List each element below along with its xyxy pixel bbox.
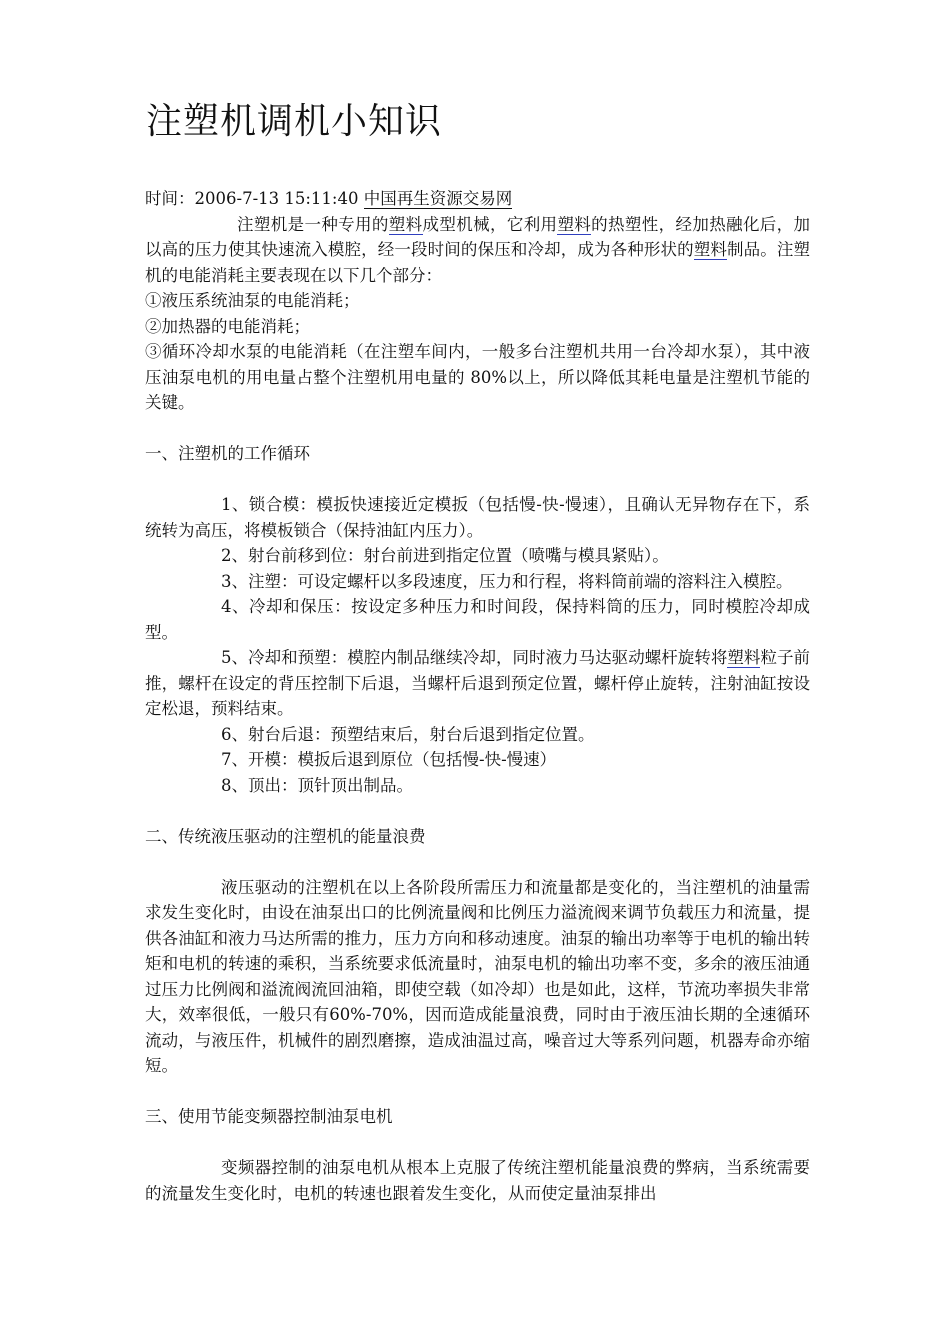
section-heading: 三、使用节能变频器控制油泵电机 (145, 1107, 393, 1126)
list-item: ③循环冷却水泵的电能消耗（在注塑车间内，一般多台注塑机共用一台冷却水泵），其中液压油泵电机的用电量占整个注塑机用电量的 80%以上，所以降低其耗电量是注塑机节能的关键。 (145, 342, 810, 412)
keyword-link[interactable]: 塑料 (693, 240, 727, 259)
section-paragraph: 变频器控制的油泵电机从根本上克服了传统注塑机能量浪费的弊病，当系统需要的流量发生变化时，电机的转速也跟着发生变化，从而使定量油泵排出 (145, 1158, 810, 1203)
step-item: 4、冷却和保压：按设定多种压力和时间段，保持料筒的压力，同时模腔冷却成型。 (145, 597, 810, 642)
spacer (145, 416, 810, 442)
spacer (145, 1079, 810, 1105)
section-heading: 一、注塑机的工作循环 (145, 444, 310, 463)
step-item: 3、注塑：可设定螺杆以多段速度，压力和行程，将料筒前端的溶料注入模腔。 (221, 571, 793, 591)
keyword-link[interactable]: 塑料 (557, 214, 592, 234)
meta-line (145, 186, 810, 212)
list-item: ①液压系统油泵的电能消耗； (145, 291, 360, 310)
spacer (145, 467, 810, 493)
page-title: 注塑机调机小知识 (146, 101, 443, 142)
spacer (145, 798, 810, 824)
publish-time: 时间：2006-7-13 15:11:40 (145, 189, 359, 208)
spacer (145, 1130, 810, 1156)
step-text: 5、冷却和预塑：模腔内制品继续冷却，同时液力马达驱动螺杆旋转将 (221, 648, 728, 667)
step-item: 8、顶出：顶针顶出制品。 (221, 775, 413, 795)
section-paragraph: 液压驱动的注塑机在以上各阶段所需压力和流量都是变化的，当注塑机的油量需求发生变化时，由设在油泵出口的比例流量阀和比例压力溢流阀来调节负载压力和流量，提供各油缸和液力马达所需的推力，压力方向和移动速度。油泵的输出功率等于电机的输出转矩和电机的转速的乘积，当系统要求低流量时，油泵电机的输出功率不变，多余的液压油通过压力比例阀和溢流阀流回油箱，即使空载（如冷却）也是如此，这样，节流功率损失非常大，效率很低，一般只有60%-70%，因而造成能量浪费，同时由于液压油长期的全速循环流动，与液压件，机械件的剧烈磨擦，造成油温过高，噪音过大等系列问题，机器寿命亦缩短。 (145, 877, 810, 1075)
source-name: 中国再生资源交易网 (363, 189, 513, 208)
spacer (145, 849, 810, 875)
step-item: 2、射台前移到位：射台前进到指定位置（喷嘴与模具紧贴）。 (221, 546, 669, 565)
keyword-link[interactable]: 塑料 (388, 214, 423, 234)
step-item: 7、开模：模扳后退到原位（包括慢-快-慢速） (221, 750, 557, 769)
step-item: 1、锁合模：模扳快速接近定模扳（包括慢-快-慢速），且确认无异物存在下，系统转为高压，将模板锁合（保持油缸内压力）。 (145, 495, 810, 540)
list-item: ②加热器的电能消耗； (145, 316, 310, 336)
intro-text: 注塑机是一种专用的 (237, 214, 389, 234)
step-text: 粒子前推，螺杆在设定的背压控制下后退，当螺杆后退到预定位置，螺杆停止旋转，注射油缸按设定松退，预料结束。 (145, 648, 811, 718)
section-heading: 二、传统液压驱动的注塑机的能量浪费 (145, 826, 426, 846)
article-body (145, 186, 810, 1206)
step-item: 6、射台后退：预塑结束后，射台后退到指定位置。 (221, 724, 595, 744)
intro-text: 制品。注塑机的电能消耗主要表现在以下几个部分： (145, 240, 811, 285)
keyword-link[interactable]: 塑料 (727, 648, 761, 667)
intro-paragraph (145, 212, 810, 289)
step-item (145, 645, 810, 722)
intro-text: 的热塑性，经加热融化后，加以高的压力使其快速流入模腔，经一段时间的保压和冷却，成为各种形状的 (145, 214, 811, 259)
intro-text: 成型机械，它利用 (422, 214, 558, 234)
